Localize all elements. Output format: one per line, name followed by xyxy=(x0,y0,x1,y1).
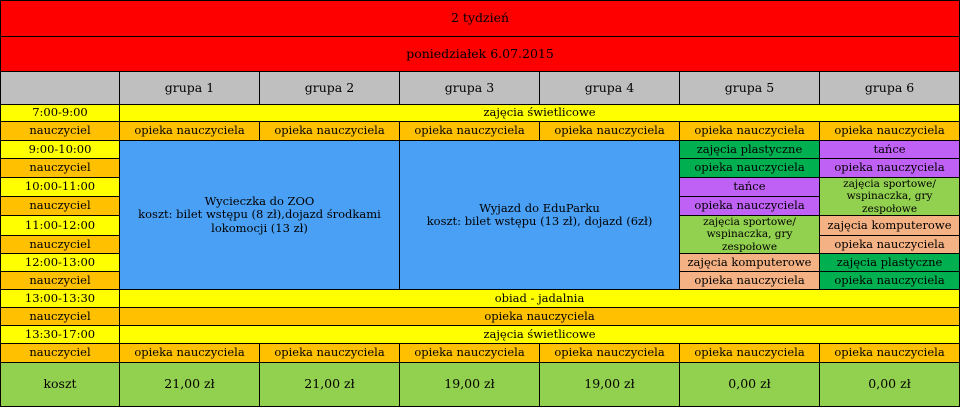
care-cell: opieka nauczyciela xyxy=(680,122,820,141)
activity-cell: zajęcia świetlicowe xyxy=(120,105,960,122)
activity-cell: zajęcia sportowe/ wspinaczka, gry zespołowe xyxy=(680,216,820,254)
teacher-label: nauczyciel xyxy=(1,308,120,326)
cost-cell: 21,00 zł xyxy=(260,363,400,407)
group-header: grupa 2 xyxy=(260,72,400,105)
activity-cell: zajęcia plastyczne xyxy=(680,141,820,159)
care-cell: opieka nauczyciela xyxy=(680,159,820,178)
activity-cell: zajęcia plastyczne xyxy=(820,254,960,272)
teacher-label: nauczyciel xyxy=(1,272,120,290)
time-cell: 13:30-17:00 xyxy=(1,326,120,344)
care-cell: opieka nauczyciela xyxy=(120,344,260,363)
cost-label: koszt xyxy=(1,363,120,407)
activity-cell: zajęcia świetlicowe xyxy=(120,326,960,344)
care-cell: opieka nauczyciela xyxy=(820,122,960,141)
activity-cell: zajęcia komputerowe xyxy=(820,216,960,236)
cost-cell: 19,00 zł xyxy=(540,363,680,407)
cost-cell: 0,00 zł xyxy=(680,363,820,407)
care-cell: opieka nauczyciela xyxy=(540,122,680,141)
care-cell: opieka nauczyciela xyxy=(680,197,820,216)
care-cell: opieka nauczyciela xyxy=(820,236,960,254)
zoo-trip-cell xyxy=(120,141,400,290)
time-cell: 10:00-11:00 xyxy=(1,178,120,197)
activity-cell: zajęcia sportowe/ wspinaczka, gry zespołowe xyxy=(820,178,960,216)
activity-cell: tańce xyxy=(820,141,960,159)
care-cell: opieka nauczyciela xyxy=(120,308,960,326)
week-title: 2 tydzień xyxy=(1,1,960,37)
teacher-label: nauczyciel xyxy=(1,197,120,216)
zoo-trip-title: Wycieczka do ZOO xyxy=(204,194,315,209)
edupark-trip-title: Wyjazd do EduParku xyxy=(479,200,600,215)
care-cell: opieka nauczyciela xyxy=(400,122,540,141)
care-cell: opieka nauczyciela xyxy=(680,344,820,363)
edupark-trip-cost: koszt: bilet wstępu (13 zł), dojazd (6zł) xyxy=(426,214,653,228)
corner-cell xyxy=(1,72,120,105)
time-cell: 13:00-13:30 xyxy=(1,290,120,308)
care-cell: opieka nauczyciela xyxy=(540,344,680,363)
zoo-trip-cost: koszt: bilet wstępu (8 zł),dojazd środkami lokomocji (13 zł) xyxy=(138,207,381,235)
cost-cell: 21,00 zł xyxy=(120,363,260,407)
time-cell: 11:00-12:00 xyxy=(1,216,120,236)
group-header: grupa 3 xyxy=(400,72,540,105)
activity-cell: zajęcia komputerowe xyxy=(680,254,820,272)
care-cell: opieka nauczyciela xyxy=(260,344,400,363)
care-cell: opieka nauczyciela xyxy=(820,344,960,363)
activity-cell: obiad - jadalnia xyxy=(120,290,960,308)
time-cell: 9:00-10:00 xyxy=(1,141,120,159)
teacher-label: nauczyciel xyxy=(1,122,120,141)
cost-cell: 0,00 zł xyxy=(820,363,960,407)
group-header: grupa 4 xyxy=(540,72,680,105)
teacher-label: nauczyciel xyxy=(1,236,120,254)
time-cell: 7:00-9:00 xyxy=(1,105,120,122)
teacher-label: nauczyciel xyxy=(1,159,120,178)
time-cell: 12:00-13:00 xyxy=(1,254,120,272)
group-header: grupa 1 xyxy=(120,72,260,105)
eduparkk-trip-cell xyxy=(400,141,680,290)
group-header: grupa 6 xyxy=(820,72,960,105)
teacher-label: nauczyciel xyxy=(1,344,120,363)
care-cell: opieka nauczyciela xyxy=(820,159,960,178)
care-cell: opieka nauczyciela xyxy=(400,344,540,363)
care-cell: opieka nauczyciela xyxy=(820,272,960,290)
activity-cell: tańce xyxy=(680,178,820,197)
care-cell: opieka nauczyciela xyxy=(260,122,400,141)
day-title: poniedziałek 6.07.2015 xyxy=(1,37,960,72)
care-cell: opieka nauczyciela xyxy=(120,122,260,141)
cost-cell: 19,00 zł xyxy=(400,363,540,407)
care-cell: opieka nauczyciela xyxy=(680,272,820,290)
group-header: grupa 5 xyxy=(680,72,820,105)
